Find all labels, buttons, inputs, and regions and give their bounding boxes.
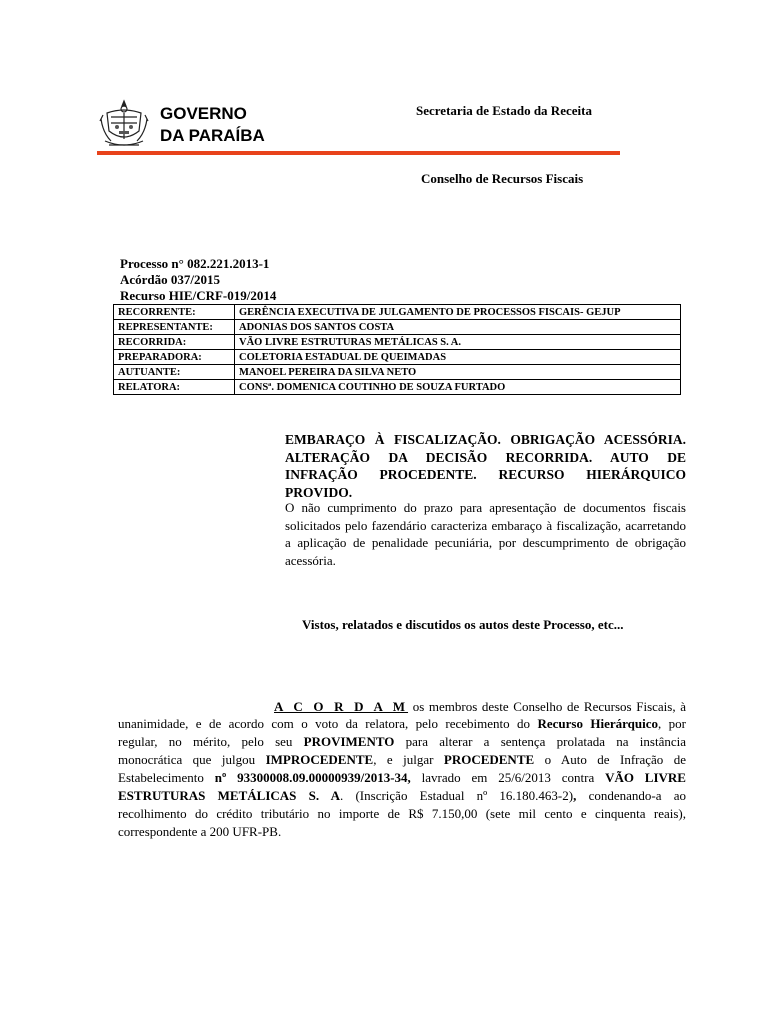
table-row xyxy=(114,320,681,335)
party-label: PREPARADORA: xyxy=(114,350,235,365)
party-label: AUTUANTE: xyxy=(114,365,235,380)
body-line-7: correspondente a 200 UFR-PB. xyxy=(118,824,282,839)
body-line-1: unanimidade, e de acordo com o voto da relatora, pelo recebimento do Recurso Hierárquico, por xyxy=(118,716,686,731)
party-value: CONSª. DOMENICA COUTINHO DE SOUZA FURTADO xyxy=(235,380,681,395)
processo-number: Processo n° 082.221.2013-1 xyxy=(120,256,270,271)
government-name-line1: GOVERNO xyxy=(160,104,247,123)
acordao-number: Acórdão 037/2015 xyxy=(120,272,221,287)
acordam-intro-line xyxy=(274,698,686,716)
party-label: RECORRIDA: xyxy=(114,335,235,350)
party-label: REPRESENTANTE: xyxy=(114,320,235,335)
party-value: MANOEL PEREIRA DA SILVA NETO xyxy=(235,365,681,380)
party-value: ADONIAS DOS SANTOS COSTA xyxy=(235,320,681,335)
body-line-3: monocrática que julgou IMPROCEDENTE, e julgar PROCEDENTE o Auto de Infração de xyxy=(118,752,687,767)
party-value: GERÊNCIA EXECUTIVA DE JULGAMENTO DE PROCESSOS FISCAIS- GEJUP xyxy=(235,305,681,320)
government-name-line2: DA PARAÍBA xyxy=(160,126,265,145)
conselho-heading: Conselho de Recursos Fiscais xyxy=(421,171,584,186)
secretaria-heading: Secretaria de Estado da Receita xyxy=(416,103,592,118)
party-label: RECORRENTE: xyxy=(114,305,235,320)
body-line-6: recolhimento do crédito tributário no importe de R$ 7.150,00 (sete mil cento e cinquenta reais), xyxy=(118,806,686,821)
table-row xyxy=(114,350,681,365)
table-row xyxy=(114,305,681,320)
party-value: VÃO LIVRE ESTRUTURAS METÁLICAS S. A. xyxy=(235,335,681,350)
party-value: COLETORIA ESTADUAL DE QUEIMADAS xyxy=(235,350,681,365)
body-line-4: Estabelecimento nº 93300008.09.00000939/2013-34, lavrado em 25/6/2013 contra VÃO LIVRE xyxy=(118,770,686,785)
body-line-2: regular, no mérito, pelo seu PROVIMENTO para alterar a sentença prolatada na instância xyxy=(118,734,687,749)
table-row xyxy=(114,365,681,380)
paraiba-coat-of-arms-icon xyxy=(97,97,151,151)
acordam-intro: os membros deste Conselho de Recursos Fiscais, à xyxy=(412,699,687,714)
vistos-statement: Vistos, relatados e discutidos os autos deste Processo, etc... xyxy=(302,617,624,632)
body-line-5: ESTRUTURAS METÁLICAS S. A. (Inscrição Estadual nº 16.180.463-2), condenando-a ao xyxy=(118,788,687,803)
party-label: RELATORA: xyxy=(114,380,235,395)
acordam-body xyxy=(118,715,686,841)
ementa-title: EMBARAÇO À FISCALIZAÇÃO. OBRIGAÇÃO ACESSÓRIA. ALTERAÇÃO DA DECISÃO RECORRIDA. AUTO DE INFRAÇÃO PROCEDENTE. RECURSO HIERÁRQUICO PROVIDO. xyxy=(285,432,686,500)
table-row xyxy=(114,335,681,350)
table-row xyxy=(114,380,681,395)
recurso-number: Recurso HIE/CRF-019/2014 xyxy=(120,288,277,303)
header-divider xyxy=(97,151,620,155)
parties-table xyxy=(113,304,681,395)
acordam-word: A C O R D A M xyxy=(274,699,409,714)
ementa-text: O não cumprimento do prazo para apresentação de documentos fiscais solicitados pelo fazendário caracteriza embaraço à fiscalização, acarretando a aplicação de penalidade pecuniária, por descumprimento de obrigação acessória. xyxy=(285,500,686,568)
